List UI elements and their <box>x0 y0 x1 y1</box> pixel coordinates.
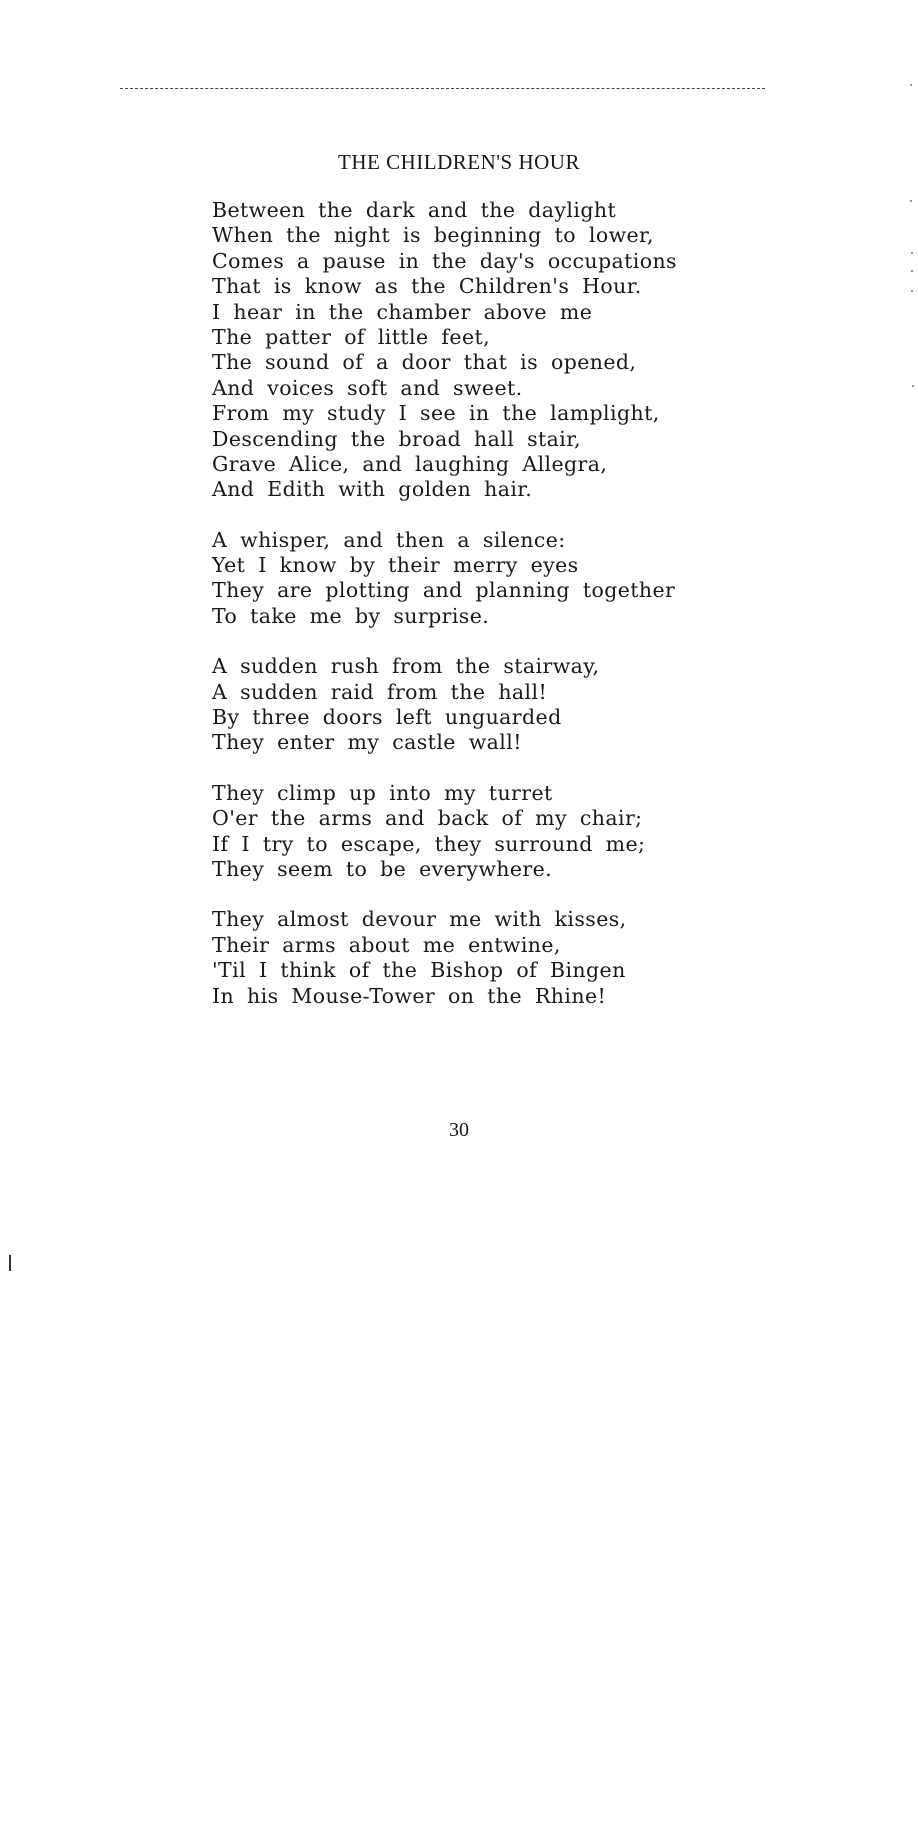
poem-line: Descending the broad hall stair, <box>212 426 582 451</box>
header-rule <box>120 88 765 89</box>
stanza <box>212 781 772 883</box>
poem-line: If I try to escape, they surround me; <box>212 831 646 856</box>
poem-line: They almost devour me with kisses, <box>212 907 627 932</box>
page-number: 30 <box>449 1119 469 1141</box>
poem-line: The patter of little feet, <box>212 324 491 349</box>
poem-line: They climp up into my turret <box>212 780 553 805</box>
scan-speck <box>910 200 912 202</box>
stanza <box>212 198 772 503</box>
poem-title: THE CHILDREN'S HOUR <box>338 150 580 174</box>
scan-speck <box>911 252 913 254</box>
poem-line: 'Til I think of the Bishop of Bingen <box>212 958 626 983</box>
scan-speck <box>912 385 914 387</box>
poem-line: When the night is beginning to lower, <box>212 223 654 248</box>
poem-line: By three doors left unguarded <box>212 705 562 730</box>
poem-line: That is know as the Children's Hour. <box>212 274 642 299</box>
poem-line: A sudden raid from the hall! <box>212 679 548 704</box>
poem-line: They enter my castle wall! <box>212 730 522 755</box>
scan-artifact-mark <box>9 1255 11 1271</box>
poem-line: To take me by surprise. <box>212 603 490 628</box>
poem-line: I hear in the chamber above me <box>212 299 593 324</box>
poem-line: They are plotting and planning together <box>212 578 676 603</box>
poem-line: A sudden rush from the stairway, <box>212 654 600 679</box>
scan-speck <box>910 84 912 86</box>
poem-line: O'er the arms and back of my chair; <box>212 806 643 831</box>
poem-line: Comes a pause in the day's occupations <box>212 248 677 273</box>
poem-line: The sound of a door that is opened, <box>212 350 637 375</box>
scan-speck <box>911 290 913 292</box>
poem-line: And Edith with golden hair. <box>212 477 533 502</box>
stanza <box>212 907 772 1009</box>
poem-line: Grave Alice, and laughing Allegra, <box>212 451 608 476</box>
stanza <box>212 654 772 756</box>
poem-line: Between the dark and the daylight <box>212 198 617 222</box>
poem-line: They seem to be everywhere. <box>212 856 553 881</box>
poem-body <box>212 198 772 1034</box>
poem-line: Yet I know by their merry eyes <box>212 553 579 578</box>
poem-line: Their arms about me entwine, <box>212 932 561 957</box>
poem-line: From my study I see in the lamplight, <box>212 401 660 426</box>
poem-line: And voices soft and sweet. <box>212 375 523 400</box>
scan-speck <box>911 270 913 272</box>
poem-line: In his Mouse-Tower on the Rhine! <box>212 983 607 1008</box>
poem-line: A whisper, and then a silence: <box>212 527 566 552</box>
stanza <box>212 528 772 630</box>
